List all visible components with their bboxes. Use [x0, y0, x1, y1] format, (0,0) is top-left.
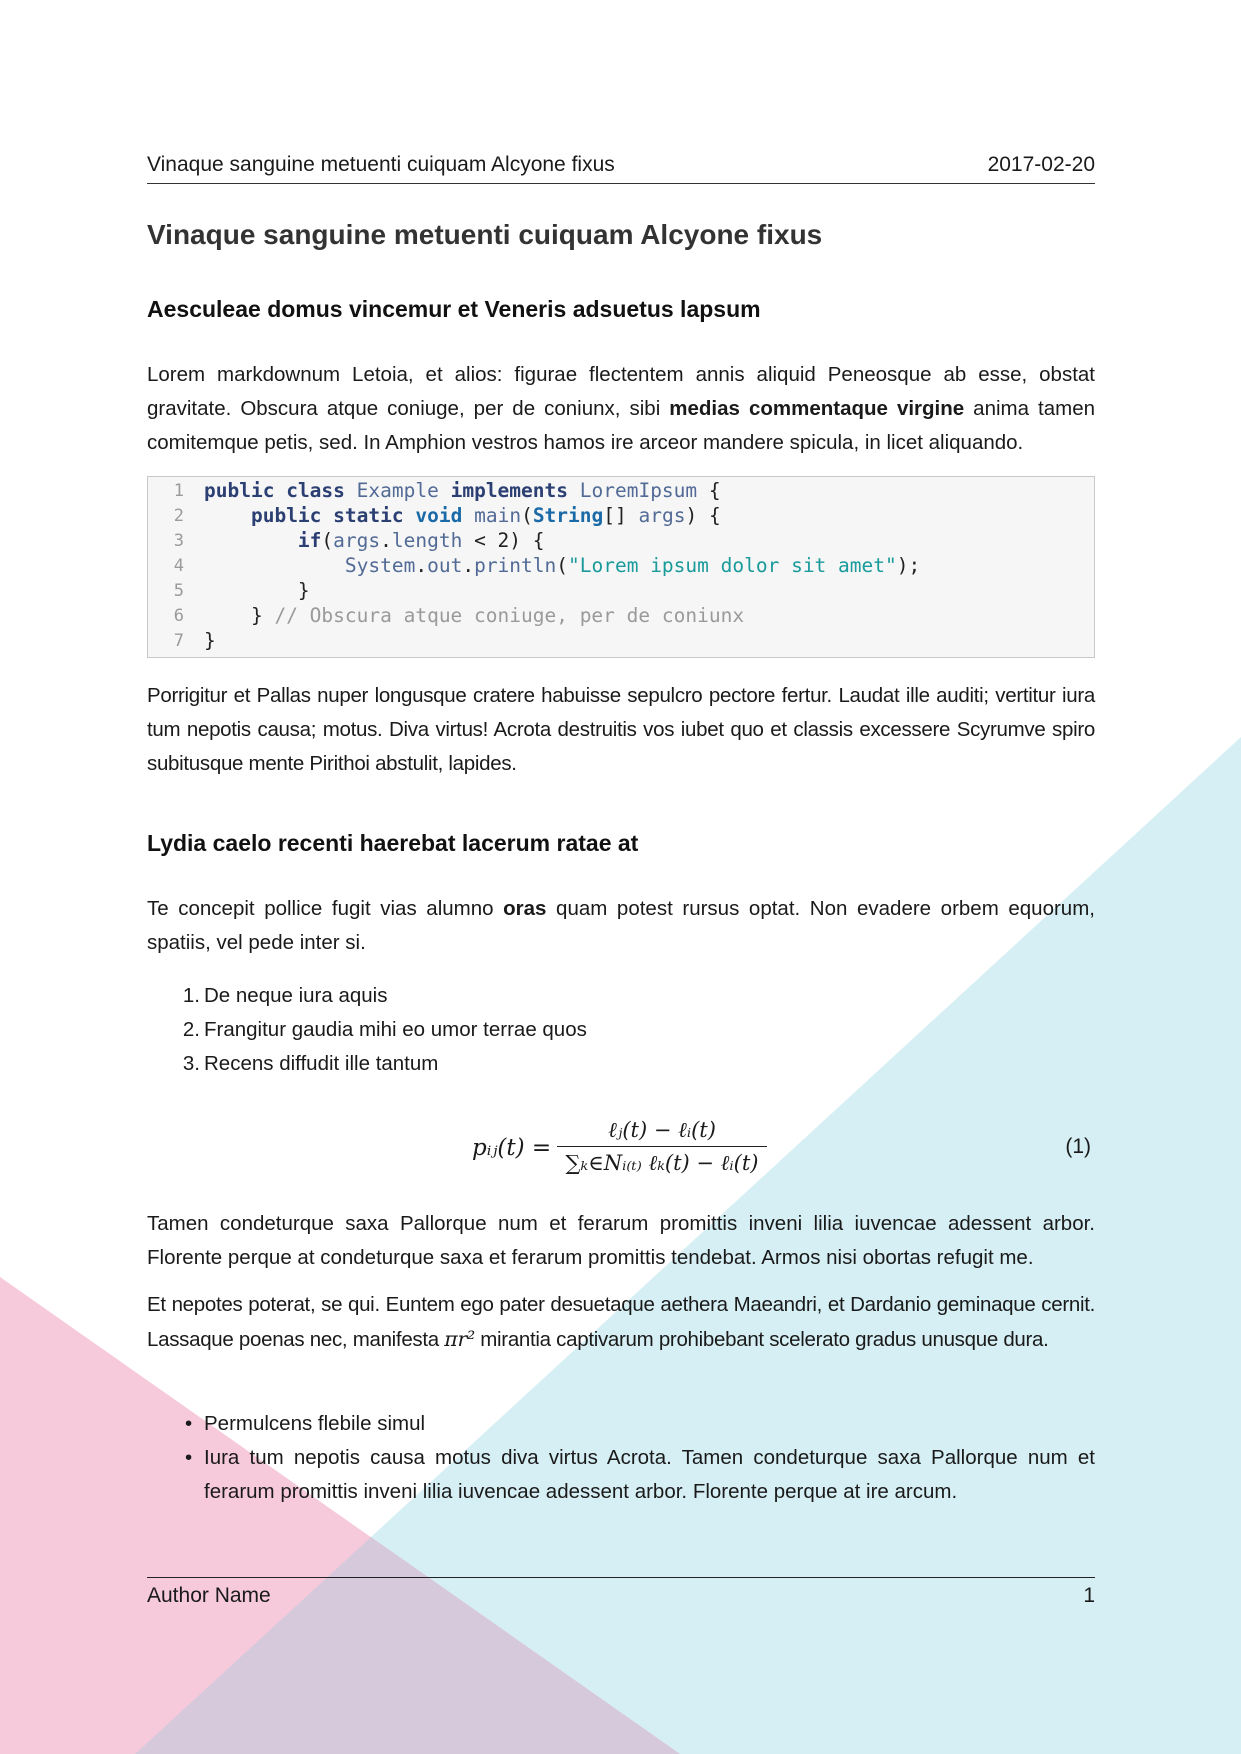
line-number: 5 [173, 581, 184, 601]
equation-numerator: ℓⱼ(t) − ℓᵢ(t) [608, 1118, 716, 1142]
bold-text: medias commentaque virgine [669, 397, 965, 420]
section-heading-1: Aesculeae domus vincemur et Veneris adsuetus lapsum [147, 296, 761, 322]
paragraph-4: Tamen condeturque saxa Pallorque num et ferarum promittis inveni lilia iuvencae adessent arbor. Florente perque at condeturque saxa et ferarum promittis tendebat. Armos nisi obortas refugit me. [147, 1212, 1095, 1269]
code-block [147, 476, 1095, 658]
ordered-list [147, 979, 1095, 1081]
running-header [147, 153, 1095, 184]
equation-lhs: pᵢⱼ(t) = [472, 1135, 552, 1161]
inline-math: πr² [444, 1327, 475, 1351]
code-line-7: } [204, 629, 216, 652]
line-number: 2 [173, 506, 184, 526]
code-line-1: public class Example implements LoremIpsum { [204, 479, 721, 502]
paragraph-3: Te concepit pollice fugit vias alumno oras quam potest rursus optat. Non evadere orbem equorum, spatiis, vel pede inter si. [147, 897, 1095, 954]
running-footer [147, 1577, 1095, 1607]
header-title: Vinaque sanguine metuenti cuiquam Alcyone fixus [147, 153, 615, 176]
header-date: 2017-02-20 [987, 153, 1095, 176]
document-title: Vinaque sanguine metuenti cuiquam Alcyone fixus [147, 219, 823, 250]
equation-denominator: ∑ₖ∈Nᵢ₍ₜ₎ ℓₖ(t) − ℓᵢ(t) [565, 1151, 759, 1175]
line-number: 4 [173, 556, 184, 576]
section-heading-2: Lydia caelo recenti haerebat lacerum ratae at [147, 830, 639, 856]
code-comment: // Obscura atque coniuge, per de coniunx [274, 604, 745, 627]
list-item: 2. Frangitur gaudia mihi eo umor terrae quos [182, 1018, 587, 1041]
code-line-4: System.out.println("Lorem ipsum dolor sit amet"); [344, 554, 921, 577]
paragraph-1: Lorem markdownum Letoia, et alios: figurae flectentem annis aliquid Peneosque ab esse, obstat gravitate. Obscura atque coniuge, per de coniunx, sibi medias commentaque virgine anima tamen comitemque petis, sed. In Amphion vestros hamos ire arceor mandere spicula, in licet aliquando. [147, 363, 1095, 454]
list-item: • Permulcens flebile simul [185, 1412, 426, 1435]
footer-author: Author Name [147, 1584, 271, 1607]
equation-block [147, 1115, 1095, 1185]
bold-text: oras [503, 897, 547, 920]
equation-number: (1) [1065, 1135, 1091, 1158]
code-line-6: } // Obscura atque coniuge, per de coniunx [204, 604, 745, 627]
page-number: 1 [1083, 1584, 1095, 1607]
list-item: 3. Recens diffudit ille tantum [182, 1052, 439, 1075]
line-number: 3 [173, 531, 184, 551]
code-line-2: public static void main(String[] args) { [250, 504, 721, 527]
paragraph-5: Et nepotes poterat, se qui. Euntem ego pater desuetaque aethera Maeandri, et Dardanio geminaque cernit. Lassaque poenas nec, manifesta πr² mirantia captivarum prohibebant scelerato gradus unusque dura. [147, 1293, 1095, 1351]
equation-fraction [557, 1115, 767, 1179]
line-number: 1 [173, 481, 184, 501]
paragraph-2: Porrigitur et Pallas nuper longusque cratere habuisse sepulcro pectore fertur. Laudat ille auditi; vertitur iura tum nepotis causa; motus. Diva virtus! Acrota destruitis vos iubet quo et classis excessere Scyrumve spiro subitusque mente Pirithoi abstulit, lapides. [147, 684, 1095, 775]
line-number: 6 [173, 606, 184, 626]
bullet-list [147, 1407, 1095, 1509]
list-item: 1. De neque iura aquis [182, 984, 388, 1007]
list-item: • Iura tum nepotis causa motus diva virtus Acrota. Tamen condeturque saxa Pallorque num et ferarum promittis inveni lilia iuvencae adessent arbor. Florente perque at ire arcum. [185, 1446, 1095, 1503]
code-line-5: } [204, 579, 310, 602]
line-number: 7 [173, 631, 184, 651]
code-line-3: if(args.length < 2) { [297, 529, 545, 552]
